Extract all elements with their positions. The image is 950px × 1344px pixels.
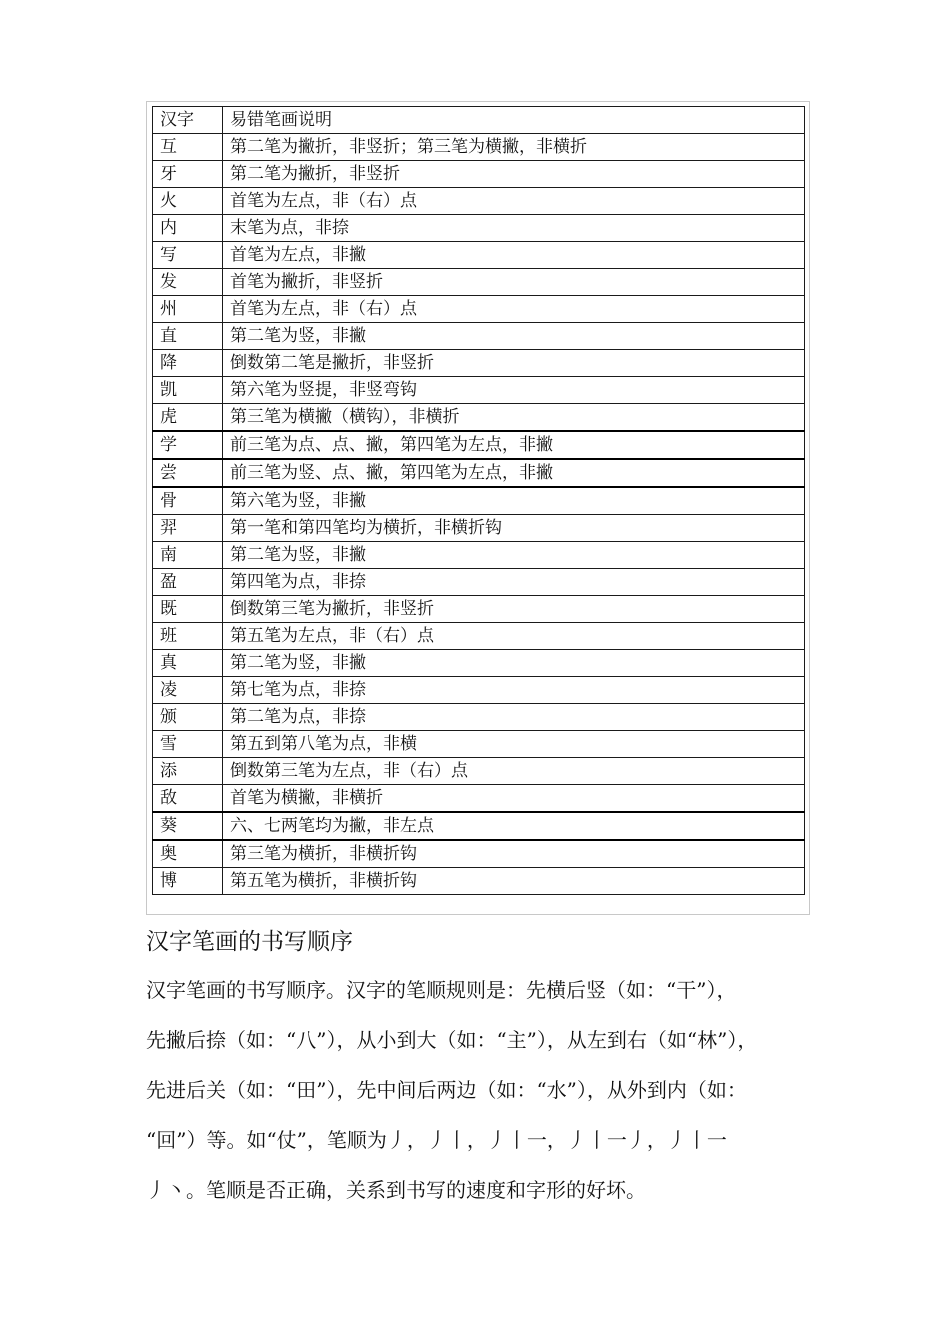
table-row bbox=[153, 269, 805, 296]
table-row bbox=[153, 431, 805, 459]
table-row bbox=[153, 840, 805, 868]
row-char: 互 bbox=[153, 134, 223, 161]
row-desc: 第二笔为点，非捺 bbox=[223, 704, 805, 731]
table-row bbox=[153, 459, 805, 487]
row-char: 敌 bbox=[153, 785, 223, 813]
table-row bbox=[153, 350, 805, 377]
table-row bbox=[153, 323, 805, 350]
header-desc: 易错笔画说明 bbox=[223, 107, 805, 134]
row-desc: 第六笔为竖，非撇 bbox=[223, 487, 805, 515]
section-heading: 汉字笔画的书写顺序 bbox=[146, 929, 353, 955]
paragraph-line: 丿丶。笔顺是否正确，关系到书写的速度和字形的好坏。 bbox=[146, 1178, 646, 1202]
table-row bbox=[153, 542, 805, 569]
row-desc: 第三笔为横撇（横钩），非横折 bbox=[223, 404, 805, 432]
row-desc: 第三笔为横折，非横折钩 bbox=[223, 840, 805, 868]
table-header-row bbox=[153, 107, 805, 134]
row-desc: 第五笔为左点，非（右）点 bbox=[223, 623, 805, 650]
row-desc: 第五到第八笔为点，非横 bbox=[223, 731, 805, 758]
row-char: 葵 bbox=[153, 812, 223, 840]
table-row bbox=[153, 812, 805, 840]
row-char: 州 bbox=[153, 296, 223, 323]
row-char: 降 bbox=[153, 350, 223, 377]
row-char: 骨 bbox=[153, 487, 223, 515]
row-desc: 第二笔为竖，非撇 bbox=[223, 323, 805, 350]
table-row bbox=[153, 650, 805, 677]
stroke-table-frame bbox=[146, 101, 810, 915]
table-row bbox=[153, 487, 805, 515]
row-char: 羿 bbox=[153, 515, 223, 542]
row-char: 真 bbox=[153, 650, 223, 677]
table-row bbox=[153, 868, 805, 895]
table-row bbox=[153, 161, 805, 188]
row-char: 凌 bbox=[153, 677, 223, 704]
paragraph-line: “回”）等。如“仗”，笔顺为丿，丿丨，丿丨一，丿丨一丿，丿丨一 bbox=[146, 1128, 727, 1152]
row-desc: 末笔为点，非捺 bbox=[223, 215, 805, 242]
row-desc: 六、七两笔均为撇，非左点 bbox=[223, 812, 805, 840]
row-desc: 倒数第三笔为撇折，非竖折 bbox=[223, 596, 805, 623]
row-char: 尝 bbox=[153, 459, 223, 487]
row-char: 班 bbox=[153, 623, 223, 650]
row-desc: 第四笔为点，非捺 bbox=[223, 569, 805, 596]
row-char: 雪 bbox=[153, 731, 223, 758]
paragraph-line: 先撇后捺（如：“八”），从小到大（如：“主”），从左到右（如“林”）， bbox=[146, 1028, 758, 1052]
row-char: 火 bbox=[153, 188, 223, 215]
row-char: 奥 bbox=[153, 840, 223, 868]
error-prone-strokes-table bbox=[152, 106, 805, 895]
row-char: 发 bbox=[153, 269, 223, 296]
row-desc: 倒数第三笔为左点，非（右）点 bbox=[223, 758, 805, 785]
row-desc: 第二笔为竖，非撇 bbox=[223, 650, 805, 677]
row-desc: 首笔为左点，非（右）点 bbox=[223, 296, 805, 323]
row-char: 博 bbox=[153, 868, 223, 895]
table-row bbox=[153, 515, 805, 542]
row-desc: 前三笔为点、点、撇，第四笔为左点，非撇 bbox=[223, 431, 805, 459]
row-char: 既 bbox=[153, 596, 223, 623]
table-row bbox=[153, 296, 805, 323]
table-row bbox=[153, 704, 805, 731]
row-char: 添 bbox=[153, 758, 223, 785]
row-char: 牙 bbox=[153, 161, 223, 188]
table-row bbox=[153, 677, 805, 704]
table-row bbox=[153, 188, 805, 215]
table-row bbox=[153, 404, 805, 432]
table-row bbox=[153, 242, 805, 269]
row-desc: 首笔为左点，非（右）点 bbox=[223, 188, 805, 215]
table-row bbox=[153, 758, 805, 785]
row-char: 写 bbox=[153, 242, 223, 269]
row-desc: 首笔为撇折，非竖折 bbox=[223, 269, 805, 296]
table-row bbox=[153, 596, 805, 623]
table-row bbox=[153, 215, 805, 242]
row-desc: 第二笔为撇折，非竖折；第三笔为横撇，非横折 bbox=[223, 134, 805, 161]
row-char: 颁 bbox=[153, 704, 223, 731]
row-char: 内 bbox=[153, 215, 223, 242]
row-desc: 前三笔为竖、点、撇，第四笔为左点，非撇 bbox=[223, 459, 805, 487]
row-desc: 第五笔为横折，非横折钩 bbox=[223, 868, 805, 895]
row-desc: 第一笔和第四笔均为横折，非横折钩 bbox=[223, 515, 805, 542]
table-row bbox=[153, 569, 805, 596]
row-char: 凯 bbox=[153, 377, 223, 404]
row-desc: 首笔为左点，非撇 bbox=[223, 242, 805, 269]
paragraph-line: 先进后关（如：“田”），先中间后两边（如：“水”），从外到内（如： bbox=[146, 1078, 747, 1102]
header-char: 汉字 bbox=[153, 107, 223, 134]
row-desc: 第二笔为撇折，非竖折 bbox=[223, 161, 805, 188]
row-desc: 第六笔为竖提，非竖弯钩 bbox=[223, 377, 805, 404]
row-desc: 倒数第二笔是撇折，非竖折 bbox=[223, 350, 805, 377]
row-char: 虎 bbox=[153, 404, 223, 432]
row-char: 直 bbox=[153, 323, 223, 350]
row-char: 南 bbox=[153, 542, 223, 569]
row-desc: 第二笔为竖，非撇 bbox=[223, 542, 805, 569]
table-row bbox=[153, 785, 805, 813]
row-char: 学 bbox=[153, 431, 223, 459]
paragraph-line: 汉字笔画的书写顺序。汉字的笔顺规则是：先横后竖（如：“干”）， bbox=[146, 978, 737, 1002]
table-row bbox=[153, 623, 805, 650]
stroke-order-paragraph bbox=[146, 965, 814, 1215]
table-row bbox=[153, 134, 805, 161]
table-row bbox=[153, 377, 805, 404]
row-desc: 第七笔为点，非捺 bbox=[223, 677, 805, 704]
row-desc: 首笔为横撇，非横折 bbox=[223, 785, 805, 813]
table-row bbox=[153, 731, 805, 758]
row-char: 盈 bbox=[153, 569, 223, 596]
